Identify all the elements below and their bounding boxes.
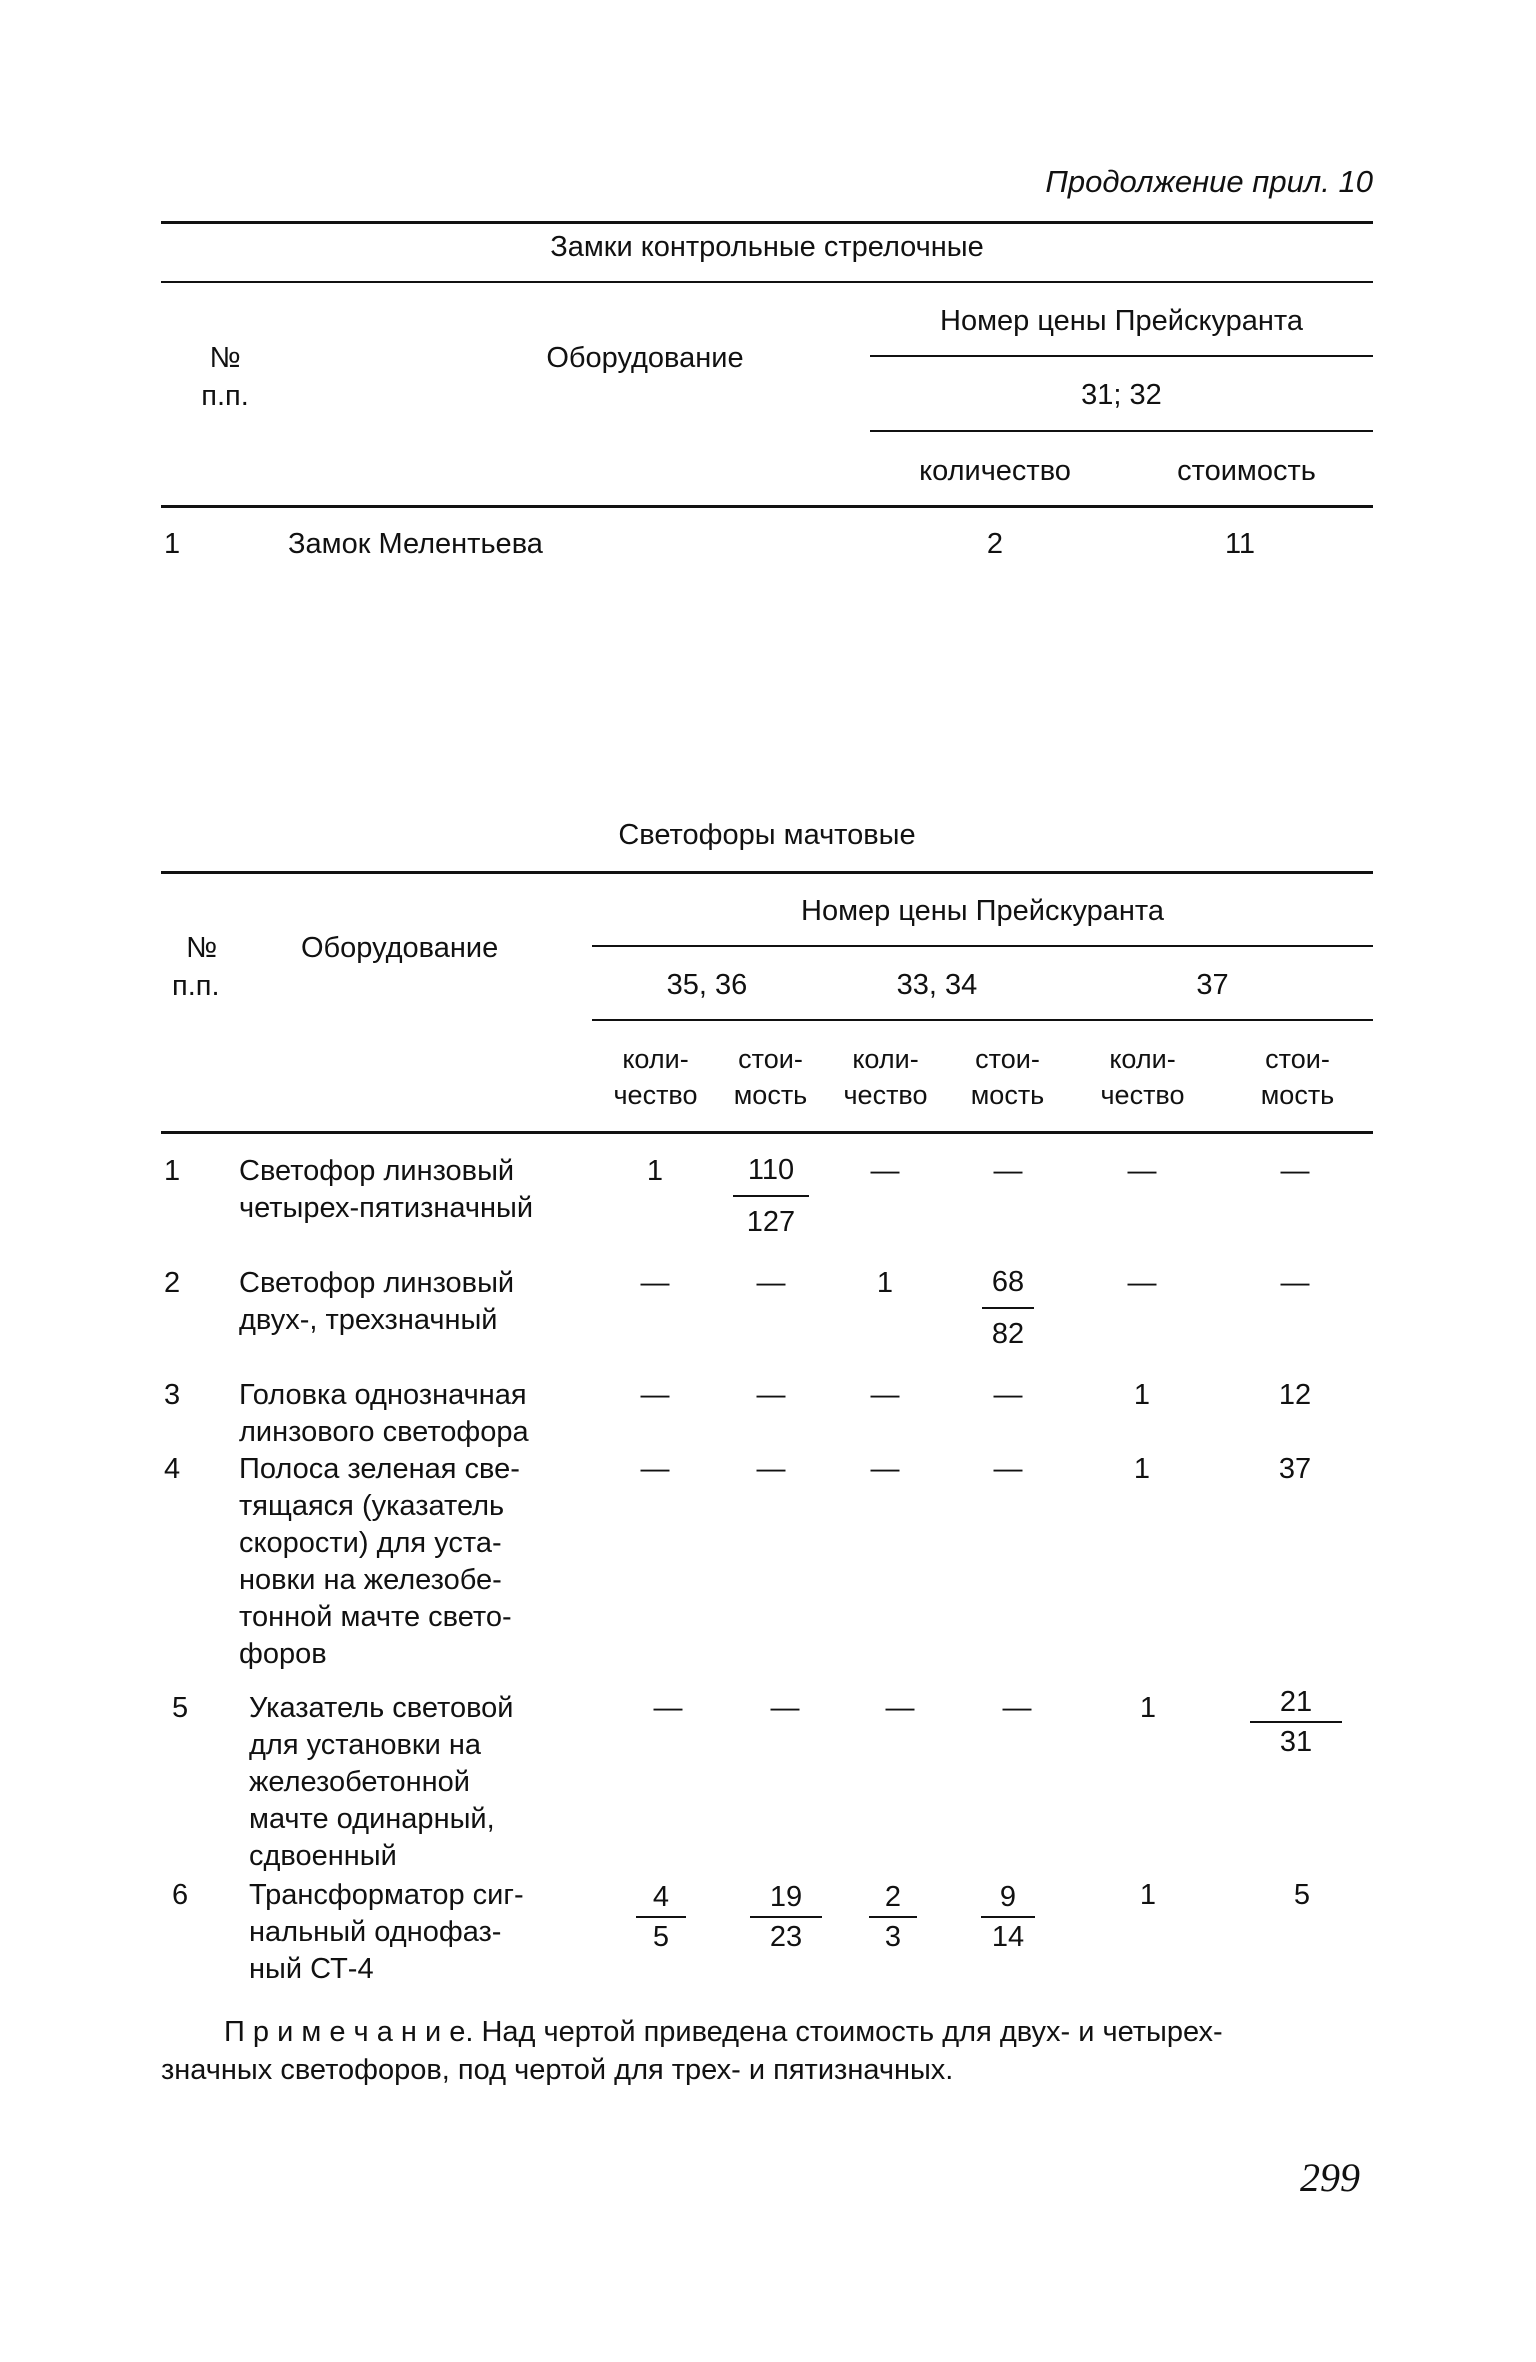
- table2-price-group-rule: [592, 945, 1373, 947]
- name-line: Трансформатор сиг-: [249, 1879, 524, 1911]
- table2-row3-name: [239, 1377, 529, 1451]
- note-line2: значных светофоров, под чертой для трех- и пятизначных.: [161, 2054, 954, 2086]
- fraction-denominator: 23: [769, 1921, 803, 1953]
- fraction-denominator: 82: [991, 1318, 1025, 1350]
- sub-qty-line2: чество: [1100, 1080, 1185, 1110]
- table2-row5-c5: 1: [1139, 1692, 1157, 1724]
- note-text-1: Над чертой приведена стоимость для двух- и четырех-: [481, 2016, 1223, 2048]
- table2-row2-c3: 1: [876, 1267, 894, 1299]
- name-line: Светофор линзовый: [239, 1267, 515, 1299]
- name-line: тонной мачте свето-: [239, 1601, 512, 1633]
- table2-sub-cost-3: [1235, 1041, 1360, 1113]
- table1-price-group: Номер цены Прейскуранта: [940, 305, 1303, 337]
- table2-row5-c6-fraction: [1248, 1685, 1344, 1759]
- table1-col-no-line2: п.п.: [201, 380, 249, 412]
- sub-cost-line2: мость: [733, 1080, 808, 1110]
- name-line: Полоса зеленая све-: [239, 1453, 520, 1485]
- table1-row-no: 1: [164, 528, 181, 560]
- table2-row1-c1: 1: [646, 1155, 664, 1187]
- table2-row6-c4-fraction: [968, 1880, 1048, 1954]
- name-line: нальный однофаз-: [249, 1916, 502, 1948]
- table1-col-no-line1: №: [209, 342, 241, 374]
- table2-row4-no: 4: [164, 1453, 181, 1485]
- table1-header-bottom-rule: [161, 505, 1373, 508]
- table2-row4-name: [239, 1451, 520, 1673]
- note-label: П р и м е ч а н и е.: [224, 2016, 474, 2048]
- table2-col-no-line1: №: [186, 932, 218, 964]
- table1-row-cost: 11: [1224, 528, 1256, 560]
- fraction-denominator: 14: [991, 1921, 1025, 1953]
- table2-row2-c1: —: [640, 1267, 670, 1299]
- table2-header-bottom-rule: [161, 1131, 1373, 1134]
- table2-row1-name: [239, 1153, 533, 1227]
- table2-row5-c4: —: [1002, 1692, 1032, 1724]
- sub-qty-line1: коли-: [852, 1044, 919, 1074]
- table2-row6-name: [249, 1877, 524, 1988]
- table1-price-group-rule: [870, 355, 1373, 357]
- name-line: Головка однозначная: [239, 1379, 527, 1411]
- table1-col-qty: количество: [919, 455, 1071, 487]
- table2-group-3: 37: [1196, 969, 1229, 1001]
- table2-row2-c5: —: [1127, 1267, 1157, 1299]
- table2-row3-no: 3: [164, 1379, 181, 1411]
- table2-row5-c1: —: [653, 1692, 683, 1724]
- fraction-denominator: 127: [746, 1206, 796, 1238]
- table1-price-number: 31; 32: [1081, 379, 1162, 411]
- fraction-bar: [1250, 1721, 1342, 1723]
- table2-row6-c5: 1: [1139, 1879, 1157, 1911]
- fraction-bar: [982, 1307, 1034, 1309]
- fraction-numerator: 2: [884, 1881, 902, 1913]
- table1-price-number-rule: [870, 430, 1373, 432]
- table2-sub-cost-1: [713, 1041, 828, 1113]
- name-line: железобетонной: [249, 1766, 470, 1798]
- page-number: 299: [1300, 2155, 1360, 2200]
- table2-row3-c1: —: [640, 1379, 670, 1411]
- name-line: Светофор линзовый: [239, 1155, 515, 1187]
- name-line: новки на железобе-: [239, 1564, 502, 1596]
- table2-row4-c2: —: [756, 1453, 786, 1485]
- table2-row5-name: [249, 1690, 513, 1875]
- table2-title: Светофоры мачтовые: [618, 819, 916, 851]
- table2-row6-c3-fraction: [858, 1880, 928, 1954]
- fraction-denominator: 31: [1279, 1726, 1313, 1758]
- table2-row3-c6: 12: [1278, 1379, 1312, 1411]
- fraction-bar: [981, 1916, 1035, 1918]
- table2-row4-c1: —: [640, 1453, 670, 1485]
- table2-price-group: Номер цены Прейскуранта: [801, 895, 1164, 927]
- table2-row5-no: 5: [172, 1692, 189, 1724]
- table2-row1-c5: —: [1127, 1155, 1157, 1187]
- fraction-denominator: 5: [652, 1921, 670, 1953]
- fraction-numerator: 110: [747, 1154, 795, 1186]
- table2-row6-no: 6: [172, 1879, 189, 1911]
- name-line: мачте одинарный,: [249, 1803, 495, 1835]
- sub-cost-line1: стои-: [975, 1044, 1040, 1074]
- fraction-numerator: 68: [991, 1266, 1025, 1298]
- sub-qty-line1: коли-: [1109, 1044, 1176, 1074]
- fraction-bar: [869, 1916, 917, 1918]
- fraction-bar: [733, 1195, 809, 1197]
- name-line: ный СТ-4: [249, 1953, 374, 1985]
- sub-cost-line1: стои-: [738, 1044, 803, 1074]
- table2-row1-c2-fraction: [723, 1153, 819, 1239]
- table2-row3-c3: —: [870, 1379, 900, 1411]
- sub-cost-line2: мость: [970, 1080, 1045, 1110]
- table2-row4-c6: 37: [1278, 1453, 1312, 1485]
- name-line: четырех-пятизначный: [239, 1192, 534, 1224]
- table2-sub-qty-3: [1080, 1041, 1205, 1113]
- table2-sub-qty-2: [828, 1041, 943, 1113]
- name-line: для установки на: [249, 1729, 481, 1761]
- table2-row5-c2: —: [770, 1692, 800, 1724]
- table2-top-rule: [161, 871, 1373, 874]
- sub-cost-line2: мость: [1260, 1080, 1335, 1110]
- fraction-numerator: 4: [652, 1881, 670, 1913]
- fraction-numerator: 21: [1279, 1686, 1313, 1718]
- table1-title: Замки контрольные стрелочные: [550, 231, 984, 263]
- table2-col-equipment: Оборудование: [301, 932, 499, 964]
- table2-row6-c2-fraction: [738, 1880, 834, 1954]
- fraction-bar: [636, 1916, 686, 1918]
- sub-qty-line1: коли-: [622, 1044, 689, 1074]
- table2-group-1: 35, 36: [666, 969, 748, 1001]
- table2-row1-c6: —: [1280, 1155, 1310, 1187]
- table1-row-qty: 2: [986, 528, 1004, 560]
- table2-row3-c2: —: [756, 1379, 786, 1411]
- name-line: линзового светофора: [239, 1416, 529, 1448]
- table2-col-no-line2: п.п.: [172, 970, 220, 1002]
- name-line: Указатель световой: [249, 1692, 514, 1724]
- table2-row1-c4: —: [993, 1155, 1023, 1187]
- table2-row1-no: 1: [164, 1155, 181, 1187]
- table2-row4-c4: —: [993, 1453, 1023, 1485]
- table2-row5-c3: —: [885, 1692, 915, 1724]
- table2-row6-c6: 5: [1293, 1879, 1311, 1911]
- table1-row-name: Замок Мелентьева: [288, 528, 543, 560]
- fraction-numerator: 9: [999, 1881, 1017, 1913]
- table1-title-rule: [161, 281, 1373, 283]
- table2-row1-c3: —: [870, 1155, 900, 1187]
- table2-row2-name: [239, 1265, 514, 1339]
- table1-top-rule: [161, 221, 1373, 224]
- sub-qty-line2: чество: [613, 1080, 698, 1110]
- fraction-bar: [750, 1916, 822, 1918]
- table2-row2-c6: —: [1280, 1267, 1310, 1299]
- continuation-header: Продолжение прил. 10: [1045, 164, 1373, 199]
- table2-row4-c3: —: [870, 1453, 900, 1485]
- note-line1: [224, 2014, 1223, 2051]
- name-line: двух-, трехзначный: [239, 1304, 498, 1336]
- table2-row3-c5: 1: [1133, 1379, 1151, 1411]
- sub-qty-line2: чество: [843, 1080, 928, 1110]
- table2-group-2: 33, 34: [896, 969, 978, 1001]
- sub-cost-line1: стои-: [1265, 1044, 1330, 1074]
- table2-row2-c4-fraction: [960, 1265, 1056, 1351]
- fraction-denominator: 3: [884, 1921, 902, 1953]
- table2-row4-c5: 1: [1133, 1453, 1151, 1485]
- name-line: скорости) для уста-: [239, 1527, 502, 1559]
- fraction-numerator: 19: [769, 1881, 803, 1913]
- table2-row2-no: 2: [164, 1267, 181, 1299]
- table2-row3-c4: —: [993, 1379, 1023, 1411]
- table2-sub-cost-2: [950, 1041, 1065, 1113]
- table2-sub-qty-1: [598, 1041, 713, 1113]
- table2-group-rule: [592, 1019, 1373, 1021]
- table1-col-cost: стоимость: [1177, 455, 1316, 487]
- table1-col-equipment: Оборудование: [546, 342, 744, 374]
- table2-row6-c1-fraction: [626, 1880, 696, 1954]
- name-line: сдвоенный: [249, 1840, 397, 1872]
- name-line: форов: [239, 1638, 327, 1670]
- name-line: тящаяся (указатель: [239, 1490, 505, 1522]
- table2-row2-c2: —: [756, 1267, 786, 1299]
